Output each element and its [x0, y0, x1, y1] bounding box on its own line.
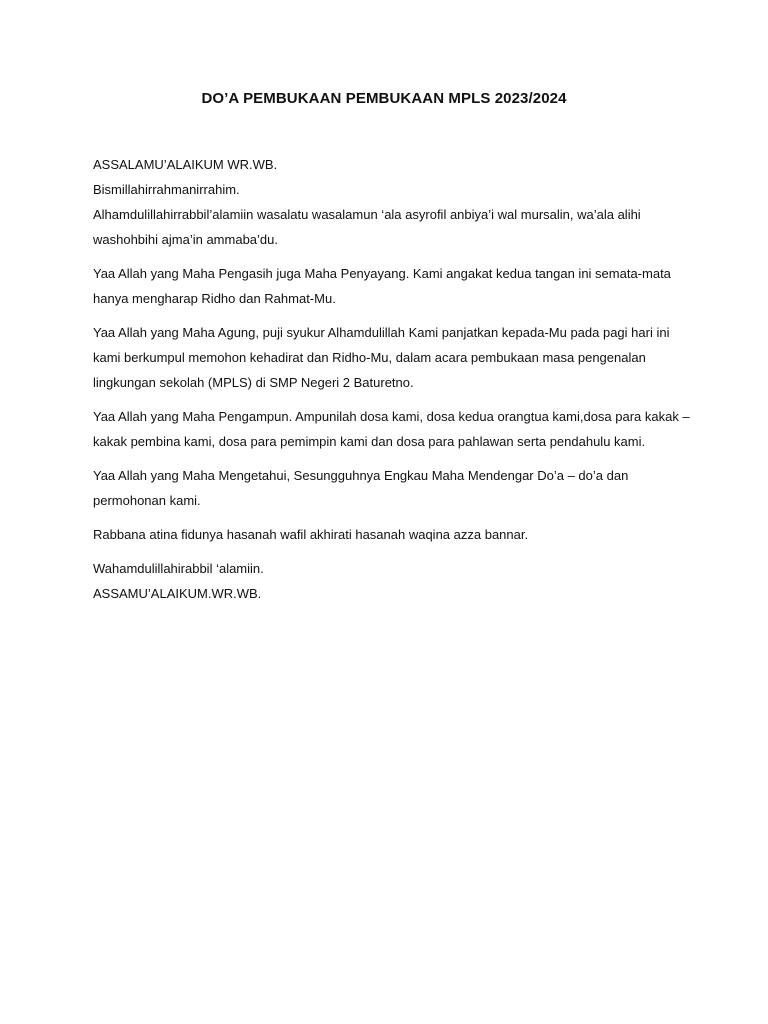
prayer-paragraph-1: Yaa Allah yang Maha Pengasih juga Maha Penyayang. Kami angakat kedua tangan ini semata-mata hanya mengharap Ridho dan Rahmat-Mu. [93, 266, 671, 306]
rabbana-paragraph: Rabbana atina fidunya hasanah wafil akhirati hasanah waqina azza bannar. [93, 527, 529, 542]
document-body [93, 152, 693, 606]
prayer-paragraph-4: Yaa Allah yang Maha Mengetahui, Sesungguhnya Engkau Maha Mendengar Do’a – do’a dan permohonan kami. [93, 468, 629, 508]
closing-praise-paragraph: Wahamdulillahirabbil ‘alamiin. [93, 561, 264, 576]
closing-greeting-paragraph: ASSAMU’ALAIKUM.WR.WB. [93, 586, 262, 601]
prayer-paragraph-3: Yaa Allah yang Maha Pengampun. Ampunilah dosa kami, dosa kedua orangtua kami,dosa para kakak – kakak pembina kami, dosa para pemimpin kami dan dosa para pahlawan serta pendahulu kami. [93, 409, 690, 449]
document-title: DO’A PEMBUKAAN PEMBUKAAN MPLS 2023/2024 [201, 90, 567, 107]
greeting-paragraph: ASSALAMU’ALAIKUM WR.WB. [93, 157, 278, 172]
opening-praise-paragraph: Alhamdulillahirrabbil’alamiin wasalatu wasalamun ‘ala asyrofil anbiya’i wal mursalin, wa’ala alihi washohbihi ajma’in ammaba’du. [93, 207, 641, 247]
prayer-paragraph-2: Yaa Allah yang Maha Agung, puji syukur Alhamdulillah Kami panjatkan kepada-Mu pada pagi hari ini kami berkumpul memohon kehadirat dan Ridho-Mu, dalam acara pembukaan masa pengenalan lingkungan sekolah (MPLS) di SMP Negeri 2 Baturetno. [93, 325, 670, 390]
bismillah-paragraph: Bismillahirrahmanirrahim. [93, 182, 240, 197]
